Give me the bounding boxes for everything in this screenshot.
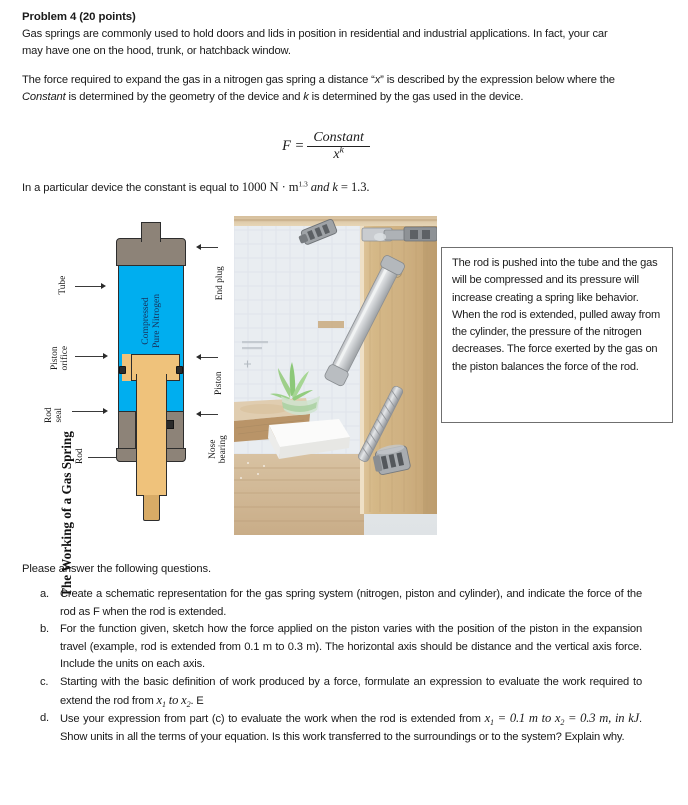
nitrogen-label-line1: Compressed bbox=[140, 297, 151, 345]
label-piston-orifice-line1: Piston bbox=[49, 346, 60, 370]
label-piston-orifice-line2: orifice bbox=[60, 345, 70, 371]
intro-p2-part3: is determined by the geometry of the device and bbox=[65, 90, 304, 103]
question-text-b: For the function given, sketch how the force applied on the piston varies with the position of the piston in the expansion travel (example, rod is extended from 0.1 m to 0.3 m). The horizontal axis should be distance and the vertical axis force. Include the units on each axis. bbox=[60, 623, 642, 671]
rod-seal-part bbox=[118, 411, 136, 451]
questions-lead: Please answer the following questions. bbox=[22, 563, 211, 575]
question-text-a: Create a schematic representation for the gas spring system (nitrogen, piston and cylinder), and indicate the force of the rod as F when the rod is extended. bbox=[60, 588, 642, 618]
constant-conjunction: and bbox=[307, 180, 333, 194]
leader-nose-bearing bbox=[201, 414, 218, 415]
question-d-x1-sub: 1 bbox=[490, 718, 494, 728]
constant-k-value: = 1.3. bbox=[337, 180, 370, 194]
label-nose-bearing-line2: bearing bbox=[218, 435, 228, 464]
questions-list bbox=[22, 586, 642, 746]
question-marker-a: a. bbox=[40, 588, 49, 600]
question-c-x1: x bbox=[156, 692, 162, 707]
question-text-c-part1: Starting with the basic definition of work produced by a force, formulate an expression to evaluate the work required to extend the rod from bbox=[60, 675, 642, 707]
label-rod-seal-line2: seal bbox=[54, 407, 64, 423]
leader-rod-seal bbox=[72, 411, 103, 412]
question-marker-b: b. bbox=[40, 623, 49, 636]
leader-end-plug bbox=[201, 247, 218, 248]
gas-spring-photo bbox=[234, 216, 437, 535]
page-title: Problem 4 (20 points) bbox=[22, 11, 136, 23]
intro-p2-part1: The force required to expand the gas in a nitrogen gas spring a distance “ bbox=[22, 74, 375, 87]
leader-piston bbox=[201, 357, 218, 358]
question-d-x1: x bbox=[484, 711, 490, 726]
label-tube: Tube bbox=[57, 275, 68, 295]
label-nose-bearing-line1: Nose bbox=[207, 439, 218, 459]
rod-tip-part bbox=[143, 495, 160, 521]
list-item bbox=[22, 674, 642, 710]
question-d-x2-sub: 2 bbox=[560, 718, 565, 728]
constant-exponent: 1.3 bbox=[298, 179, 308, 189]
intro-p2-x: x bbox=[374, 74, 381, 87]
force-formula bbox=[0, 131, 688, 162]
intro-paragraph-1: Gas springs are commonly used to hold doors and lids in position in residential and industrial applications. In fact, your car may have one on the hood, trunk, or hatchback window. bbox=[22, 28, 608, 57]
question-c-x2: x bbox=[181, 692, 187, 707]
list-item bbox=[22, 710, 642, 746]
formula-numerator: Constant bbox=[313, 130, 364, 145]
question-c-x2-sub: 2 bbox=[186, 699, 191, 709]
formula-denominator-base: x bbox=[333, 147, 340, 162]
rod-part bbox=[136, 374, 167, 496]
intro-p2-constant: Constant bbox=[22, 90, 66, 103]
question-marker-c: c. bbox=[40, 675, 49, 688]
question-c-to: to bbox=[165, 692, 182, 707]
list-item bbox=[22, 586, 642, 621]
arrow-piston-orifice bbox=[103, 353, 108, 359]
intro-p2-part2: ” is described by the expression below where the bbox=[380, 74, 615, 87]
arrow-rod-seal bbox=[103, 408, 108, 414]
question-text-d-part2: . Show units in all the terms of your equation. Is this work transferred to the surroundings or to the system? Explain why. bbox=[60, 713, 642, 743]
piston-seal-left bbox=[119, 366, 126, 374]
gas-spring-cutaway-diagram bbox=[110, 214, 192, 524]
question-d-eq2: = 0.3 m, in kJ bbox=[564, 711, 640, 726]
leader-tube bbox=[75, 286, 101, 287]
end-plug-stem bbox=[141, 222, 161, 242]
nitrogen-label-line2: Pure Nitrogen bbox=[151, 293, 162, 349]
intro-p2-part4: is determined by the gas used in the device. bbox=[308, 90, 524, 103]
question-text-d-part1: Use your expression from part (c) to evaluate the work when the rod is extended from bbox=[60, 713, 485, 726]
question-marker-d: d. bbox=[40, 712, 49, 725]
intro-paragraph-2 bbox=[22, 72, 630, 105]
formula-denominator-exponent: k bbox=[339, 145, 344, 156]
list-item bbox=[22, 621, 642, 674]
label-nose-bearing bbox=[208, 422, 228, 476]
question-d-eq1: = 0.1 m to bbox=[493, 711, 555, 726]
question-text-c-part2: . E bbox=[190, 694, 204, 707]
constant-k-symbol: k bbox=[332, 180, 338, 194]
label-piston: Piston bbox=[213, 371, 224, 395]
questions-section bbox=[22, 563, 642, 746]
label-rod-seal-line1: Rod bbox=[43, 407, 54, 424]
figure-title: The Working of a Gas Spring bbox=[59, 431, 74, 597]
label-rod: Rod bbox=[74, 448, 85, 465]
label-piston-orifice bbox=[50, 330, 70, 386]
nose-seal-detail bbox=[166, 420, 174, 429]
arrow-tube bbox=[101, 283, 106, 289]
explanation-textbox: The rod is pushed into the tube and the gas will be compressed and its pressure will increase creating a spring like behavior. When the rod is extended, pulled away from the cylinder, the pressure of the nitrogen decreases. The force exerted by the gas on the piston balances the force of the rod. bbox=[441, 247, 673, 423]
formula-lhs: F = bbox=[282, 138, 305, 155]
piston-seal-right bbox=[176, 366, 183, 374]
label-end-plug: End plug bbox=[214, 266, 225, 301]
leader-piston-orifice bbox=[75, 356, 103, 357]
formula-fraction bbox=[307, 131, 370, 162]
intro-p2-k: k bbox=[303, 90, 309, 103]
constant-value: 1000 N · m bbox=[241, 180, 299, 194]
question-c-x1-sub: 1 bbox=[161, 699, 166, 709]
question-d-x2: x bbox=[554, 711, 561, 726]
constant-statement bbox=[22, 180, 642, 195]
label-rod-seal bbox=[44, 391, 64, 439]
formula-denominator bbox=[307, 146, 370, 162]
problem-intro bbox=[22, 9, 630, 105]
end-plug-part bbox=[116, 238, 186, 266]
constant-prefix: In a particular device the constant is equal to bbox=[22, 182, 242, 194]
formula-expression bbox=[282, 131, 370, 162]
nose-bearing-part bbox=[166, 411, 184, 451]
